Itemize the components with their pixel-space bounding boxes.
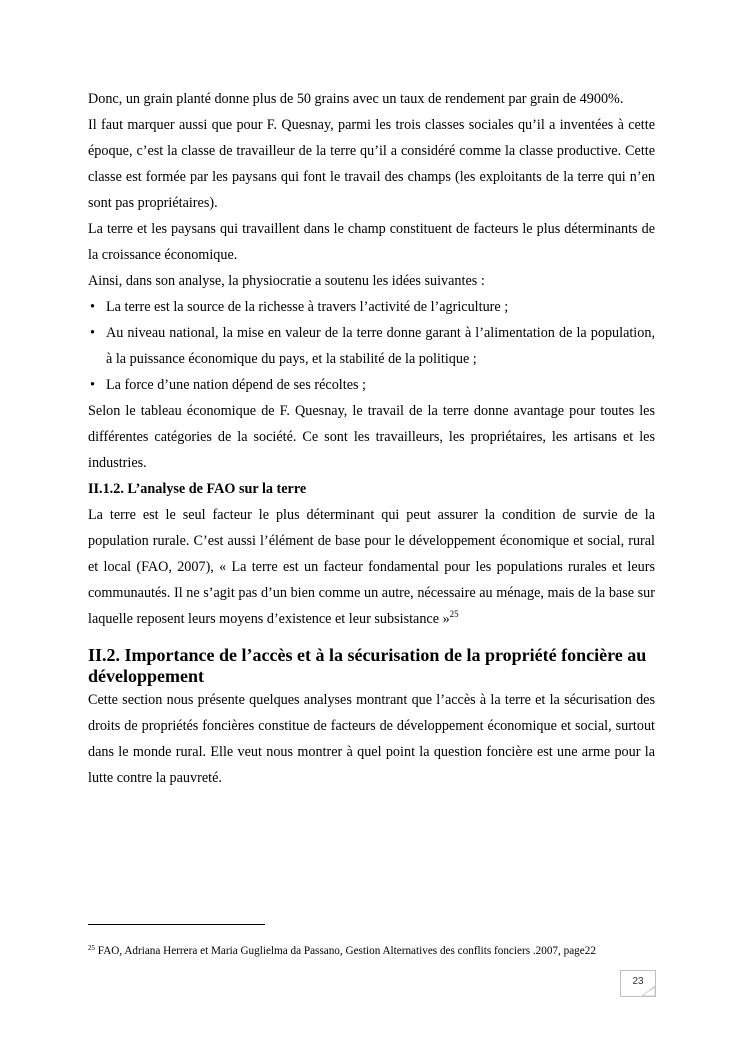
paragraph-physiocracy-intro: Ainsi, dans son analyse, la physiocratie a soutenu les idées suivantes : — [88, 273, 485, 289]
list-item: • La force d’une nation dépend de ses récoltes ; — [88, 372, 655, 398]
subsection-heading: II.1.2. L’analyse de FAO sur la terre — [88, 481, 307, 497]
body-text — [88, 86, 655, 791]
paragraph-land-peasants: La terre et les paysans qui travaillent dans le champ constituent de facteurs le plus déterminants de la croissance économique. — [88, 221, 655, 263]
page-curl-icon — [642, 986, 655, 996]
paragraph-grain-yield: Donc, un grain planté donne plus de 50 grains avec un taux de rendement par grain de 4900%. — [88, 91, 624, 107]
paragraph-economic-table: Selon le tableau économique de F. Quesnay, le travail de la terre donne avantage pour toutes les différentes catégories de la société. Ce sont les travailleurs, les propriétaires, les artisans et les industries. — [88, 403, 655, 471]
list-item: • La terre est la source de la richesse à travers l’activité de l’agriculture ; — [88, 294, 655, 320]
paragraph-quesnay-classes: Il faut marquer aussi que pour F. Quesnay, parmi les trois classes sociales qu’il a inventées à cette époque, c’est la classe de travailleur de la terre qu’il a considéré comme la classe productive. Cette classe est formée par les paysans qui font le travail des champs (les exploitants de la terre qui n’en sont pas propriétaires). — [88, 117, 655, 211]
page-number-label: 23 — [632, 976, 644, 987]
section-heading: II.2. Importance de l’accès et à la sécurisation de la propriété foncière au développement — [88, 645, 647, 686]
footnote-reference[interactable]: 25 — [449, 609, 459, 619]
list-item: • Au niveau national, la mise en valeur de la terre donne garant à l’alimentation de la population, à la puissance économique du pays, et la stabilité de la politique ; — [88, 320, 655, 372]
footnote-text: FAO, Adriana Herrera et Maria Guglielma da Passano, Gestion Alternatives des conflits fonciers .2007, page22 — [95, 945, 596, 957]
footnote-separator — [88, 924, 265, 925]
fao-paragraph-text: La terre est le seul facteur le plus déterminant qui peut assurer la condition de survie de la population rurale. C’est aussi l’élément de base pour le développement économique et social, rural et local (FAO, 2007), « La terre est un facteur fondamental pour les populations rurales et leurs communautés. Il ne s’agit pas d’un bien comme un autre, nécessaire au ménage, mais de la base sur laquelle reposent leurs moyens d’existence et leur subsistance » — [88, 507, 655, 627]
footnote — [88, 944, 688, 958]
paragraph-section-intro: Cette section nous présente quelques analyses montrant que l’accès à la terre et la sécurisation des droits de propriétés foncières constitue de facteurs de développement économique et social, surtout dans le monde rural. Elle veut nous montrer à quel point la question foncière est une arme pour la lutte contre la pauvreté. — [88, 692, 655, 786]
footnote-number: 25 — [88, 944, 95, 952]
paragraph-fao-analysis — [88, 502, 655, 632]
physiocracy-ideas-list — [88, 294, 655, 398]
